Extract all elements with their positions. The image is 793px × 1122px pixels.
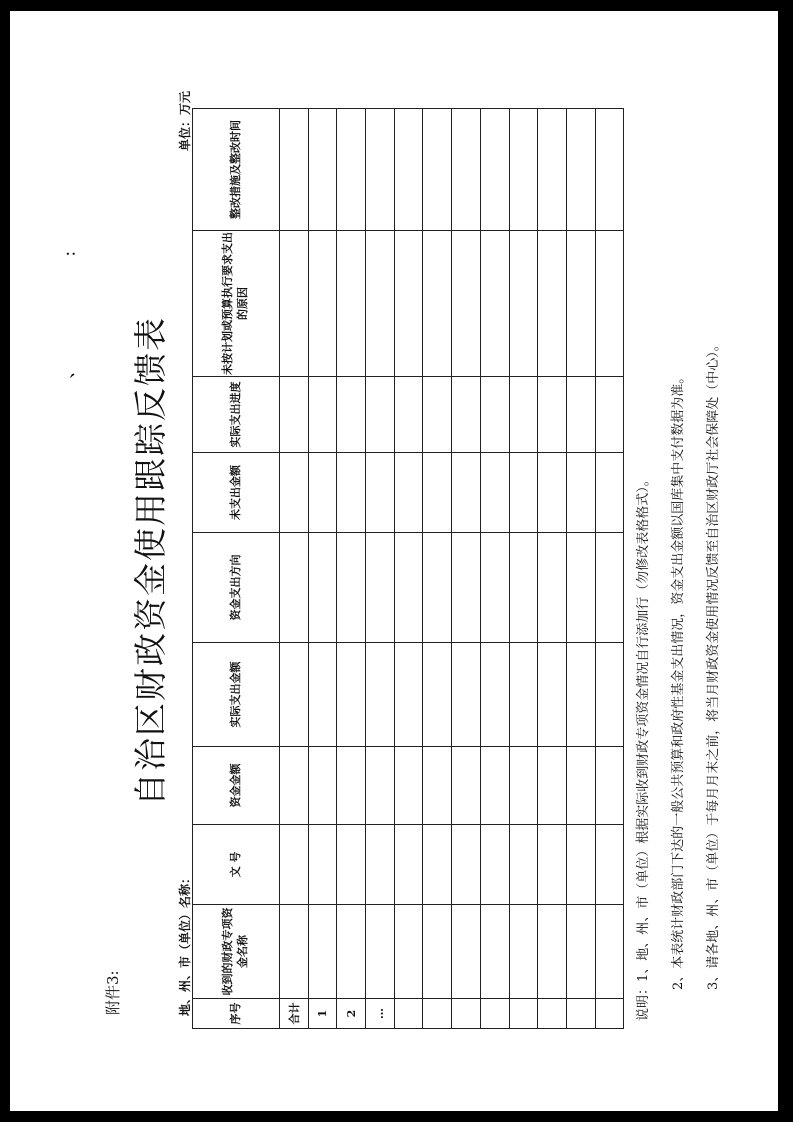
table-cell — [452, 453, 481, 533]
table-body — [280, 109, 624, 1029]
table-cell — [566, 905, 595, 999]
table-cell — [595, 109, 624, 231]
table-cell — [366, 377, 395, 453]
table-cell — [538, 453, 567, 533]
table-cell — [308, 109, 337, 231]
table-row — [595, 109, 624, 1029]
table-cell — [394, 533, 423, 643]
row-number-cell: 2 — [337, 999, 366, 1029]
header-cell: 资金支出方向 — [193, 533, 280, 643]
row-number-cell — [480, 999, 509, 1029]
table-cell — [595, 453, 624, 533]
table-cell — [308, 825, 337, 905]
table-cell — [595, 231, 624, 377]
table-cell — [394, 109, 423, 231]
row-number-cell — [509, 999, 538, 1029]
stray-mark: 、 — [61, 364, 77, 378]
header-cell: 整改措施及整改时间 — [193, 109, 280, 231]
table-cell — [538, 825, 567, 905]
table-row — [366, 109, 395, 1029]
table-cell — [280, 453, 309, 533]
table-cell — [480, 231, 509, 377]
row-number-cell: … — [366, 999, 395, 1029]
table-cell — [308, 643, 337, 747]
row-number-cell — [595, 999, 624, 1029]
row-number-cell — [566, 999, 595, 1029]
table-cell — [509, 231, 538, 377]
table-cell — [452, 533, 481, 643]
header-cell: 收到的财政专项资金名称 — [193, 905, 280, 999]
table-cell — [509, 453, 538, 533]
table-row — [566, 109, 595, 1029]
table-cell — [480, 109, 509, 231]
table-cell — [423, 825, 452, 905]
table-row — [394, 109, 423, 1029]
table-cell — [452, 109, 481, 231]
table-cell — [480, 643, 509, 747]
region-label: 地、州、市（单位）名称： — [178, 871, 192, 1016]
table-row — [308, 109, 337, 1029]
table-cell — [280, 825, 309, 905]
table-cell — [452, 643, 481, 747]
table-cell — [538, 643, 567, 747]
table-cell — [566, 231, 595, 377]
unit-label: 单位：万元 — [178, 90, 192, 151]
header-cell: 序号 — [193, 999, 280, 1029]
table-cell — [308, 533, 337, 643]
table-row — [280, 109, 309, 1029]
table-cell — [509, 643, 538, 747]
table-row — [423, 109, 452, 1029]
row-number-cell: 1 — [308, 999, 337, 1029]
table-cell — [394, 643, 423, 747]
table-cell — [452, 231, 481, 377]
table-cell — [566, 747, 595, 825]
table-cell — [337, 231, 366, 377]
table-cell — [280, 643, 309, 747]
table-cell — [538, 533, 567, 643]
table-row — [509, 109, 538, 1029]
table-cell — [423, 109, 452, 231]
table-cell — [280, 377, 309, 453]
header-cell: 实际支出金额 — [193, 643, 280, 747]
table-cell — [595, 643, 624, 747]
table-cell — [509, 109, 538, 231]
header-cell: 未支出金额 — [193, 453, 280, 533]
notes — [626, 338, 731, 1021]
table-row — [452, 109, 481, 1029]
table-cell — [337, 643, 366, 747]
table-cell — [423, 231, 452, 377]
table-cell — [423, 905, 452, 999]
row-number-cell — [394, 999, 423, 1029]
table-cell — [337, 825, 366, 905]
table-cell — [538, 109, 567, 231]
table-cell — [566, 109, 595, 231]
header-cell: 实际支出进度 — [193, 377, 280, 453]
table-cell — [595, 747, 624, 825]
table-cell — [595, 825, 624, 905]
table-cell — [308, 231, 337, 377]
page-title: 自治区财政资金使用跟踪反馈表 — [131, 316, 170, 806]
table-cell — [509, 825, 538, 905]
table-cell — [423, 643, 452, 747]
table-cell — [423, 533, 452, 643]
table-row — [337, 109, 366, 1029]
table-cell — [566, 453, 595, 533]
table-cell — [452, 747, 481, 825]
table-cell — [366, 825, 395, 905]
note-line: 3、请各地、州、市（单位）于每月月末之前，将当月财政资金使用情况反馈至自治区财政厅社会保障处（中心）。 — [706, 338, 721, 990]
table-cell — [308, 453, 337, 533]
table-cell — [366, 231, 395, 377]
table-cell — [538, 905, 567, 999]
row-number-cell — [538, 999, 567, 1029]
attachment-label: 附件3: — [104, 970, 122, 1015]
table-cell — [566, 643, 595, 747]
table-cell — [538, 747, 567, 825]
table-cell — [566, 377, 595, 453]
table-cell — [366, 905, 395, 999]
table-cell — [394, 905, 423, 999]
table-cell — [394, 453, 423, 533]
table-cell — [452, 377, 481, 453]
table-cell — [509, 905, 538, 999]
table-cell — [366, 453, 395, 533]
table-cell — [595, 533, 624, 643]
table-row — [538, 109, 567, 1029]
rotated-document — [10, 11, 778, 1111]
table-cell — [509, 377, 538, 453]
table-cell — [280, 533, 309, 643]
table-cell — [566, 533, 595, 643]
table-cell — [337, 453, 366, 533]
table-cell — [480, 747, 509, 825]
table-cell — [423, 453, 452, 533]
row-number-cell — [423, 999, 452, 1029]
header-cell: 文 号 — [193, 825, 280, 905]
table-cell — [423, 377, 452, 453]
table-header-row — [193, 109, 280, 1029]
table-cell — [509, 533, 538, 643]
table-cell — [280, 109, 309, 231]
table-cell — [538, 377, 567, 453]
row-number-cell — [452, 999, 481, 1029]
table-cell — [509, 747, 538, 825]
table-cell — [280, 905, 309, 999]
table-cell — [480, 453, 509, 533]
table-cell — [280, 747, 309, 825]
header-cell: 资金金额 — [193, 747, 280, 825]
table-cell — [394, 747, 423, 825]
table-cell — [366, 109, 395, 231]
table-cell — [308, 905, 337, 999]
table-row — [480, 109, 509, 1029]
table-cell — [423, 747, 452, 825]
scanned-page — [10, 11, 778, 1111]
row-number-cell: 合计 — [280, 999, 309, 1029]
table-cell — [480, 377, 509, 453]
table-cell — [337, 377, 366, 453]
table-cell — [337, 747, 366, 825]
table-cell — [480, 825, 509, 905]
table-cell — [452, 825, 481, 905]
table-cell — [595, 377, 624, 453]
table-cell — [337, 109, 366, 231]
table-cell — [280, 231, 309, 377]
table-cell — [394, 231, 423, 377]
table-cell — [538, 231, 567, 377]
table-cell — [308, 377, 337, 453]
table-cell — [480, 533, 509, 643]
note-line: 2、本表统计财政部门下达的一般公共预算和政府性基金支出情况，资金支出金额以国库集中支付数据为准。 — [671, 370, 686, 990]
table-cell — [452, 905, 481, 999]
table-cell — [337, 905, 366, 999]
feedback-table — [192, 108, 624, 1029]
table-cell — [308, 747, 337, 825]
stray-mark: ： — [63, 243, 79, 257]
table-cell — [394, 377, 423, 453]
table-cell — [595, 905, 624, 999]
table-cell — [337, 533, 366, 643]
table-cell — [394, 825, 423, 905]
table-cell — [480, 905, 509, 999]
note-line: 说明：1、地、州、市（单位）根据实际收到财政专项资金情况自行添加行（勿修改表格格式）。 — [636, 473, 651, 1021]
table-cell — [366, 533, 395, 643]
header-cell: 未按计划或预算执行要求支出的原因 — [193, 231, 280, 377]
table-cell — [566, 825, 595, 905]
table-cell — [366, 747, 395, 825]
table-cell — [366, 643, 395, 747]
